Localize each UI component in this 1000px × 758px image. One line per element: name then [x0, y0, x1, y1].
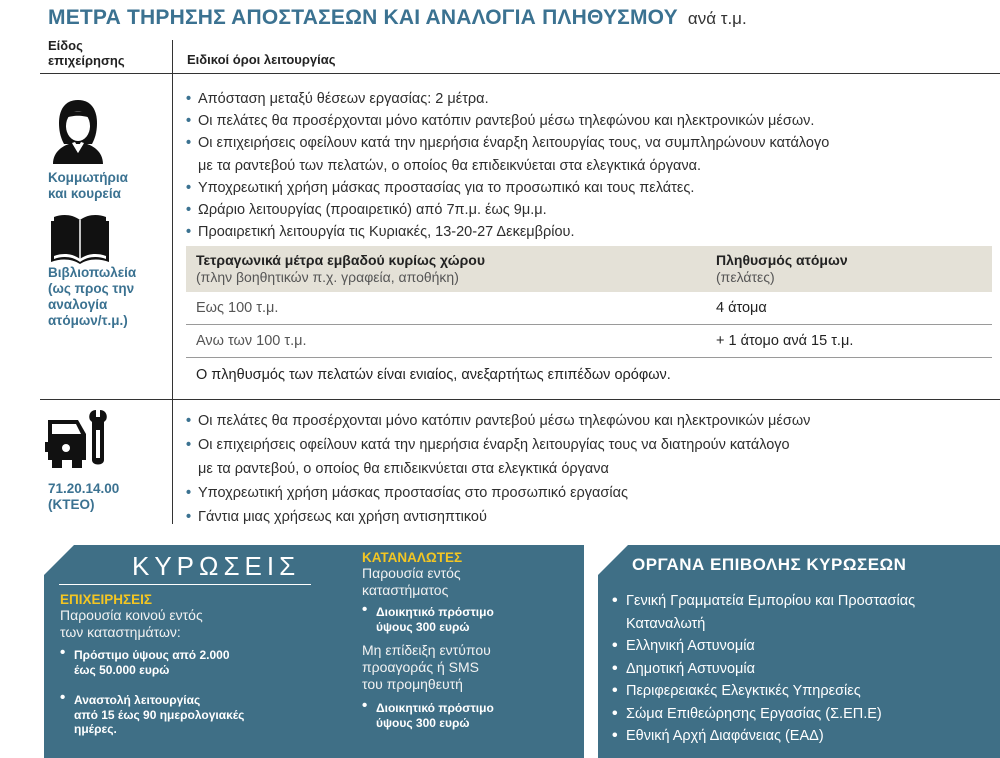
business-suspension [60, 693, 320, 737]
list-item: • Προαιρετική λειτουργία τις Κυριακές, 13-20-27 Δεκεμβρίου. [186, 221, 829, 243]
consumer-text-1-line2: καταστήματος [362, 582, 449, 598]
authorities-title: ΟΡΓΑΝΑ ΕΠΙΒΟΛΗΣ ΚΥΡΩΣΕΩΝ [632, 555, 907, 574]
consumer-text-2-line3: του προμηθευτή [362, 676, 463, 692]
page-title [48, 6, 747, 30]
table-cell-area: Ανω των 100 τ.μ. [196, 333, 307, 349]
title-suffix: ανά τ.μ. [687, 9, 747, 28]
category-bookstores-line1: Βιβλιοπωλεία [48, 265, 137, 280]
column-divider [172, 40, 173, 524]
consumer-fine-1-line2: ύψους 300 ευρώ [376, 619, 470, 634]
category-bookstores [48, 265, 136, 329]
business-suspension-line1: • Αναστολή λειτουργίας [74, 693, 201, 707]
table-note-text: Ο πληθυσμός των πελατών είναι ενιαίος, ανεξαρτήτως επιπέδων ορόφων. [196, 367, 671, 383]
business-fine-line1: • Πρόστιμο ύψους από 2.000 [74, 648, 230, 662]
list-item: • Σώμα Επιθεώρησης Εργασίας (Σ.ΕΠ.Ε) [612, 703, 915, 726]
authorities-list [612, 590, 915, 748]
authorities-panel [598, 545, 1000, 758]
category-bookstores-line2: (ως προς την [48, 281, 135, 296]
consumer-penalties [362, 550, 572, 730]
list-item-continuation: Καταναλωτή [626, 615, 706, 632]
consumer-heading: ΚΑΤΑΝΑΛΩΤΕΣ [362, 550, 463, 565]
table-row [186, 292, 992, 325]
consumer-text-2-line2: προαγοράς ή SMS [362, 659, 479, 675]
list-item: • Οι πελάτες θα προσέρχονται μόνο κατόπιν ραντεβού μέσω τηλεφώνου και ηλεκτρονικών μέσων. [186, 110, 829, 132]
section2-terms [186, 409, 810, 529]
consumer-text-1 [362, 565, 572, 599]
list-item: • Οι επιχειρήσεις οφείλουν κατά την ημερήσια έναρξη λειτουργίας τους, να συμπληρώνουν κατάλογο [186, 132, 829, 154]
table-note [186, 358, 992, 392]
consumer-text-2 [362, 642, 572, 693]
book-icon [50, 212, 110, 264]
category-hairdressers [48, 170, 128, 202]
category-bookstores-line3: αναλογία [48, 297, 108, 312]
penalties-title-rule [59, 584, 311, 585]
column-header-terms: Ειδικοί όροι λειτουργίας [187, 52, 336, 67]
business-fine-line2: έως 50.000 ευρώ [74, 662, 170, 677]
list-item: • Απόσταση μεταξύ θέσεων εργασίας: 2 μέτρα. [186, 88, 829, 110]
population-table [186, 246, 992, 392]
list-item: • Ωράριο λειτουργίας (προαιρετικό) από 7π.μ. έως 9μ.μ. [186, 199, 829, 221]
list-item-continuation: με τα ραντεβού των πελατών, ο οποίος θα επιδεικνύεται στα ελεγκτικά όργανα. [198, 157, 702, 174]
section1-terms [186, 88, 829, 243]
car-service-icon [44, 408, 112, 474]
table-row [186, 325, 992, 358]
category-bookstores-line4: ατόμων/τ.μ.) [48, 313, 128, 328]
category-kteo-name: (ΚΤΕΟ) [48, 497, 95, 512]
business-suspension-line3: ημέρες. [74, 722, 117, 736]
category-hairdressers-line1: Κομμωτήρια [48, 170, 128, 185]
header-rule [40, 73, 1000, 74]
list-item-continuation: με τα ραντεβού, ο οποίος θα επιδεικνύεται στα ελεγκτικά όργανα [198, 461, 609, 477]
table-header-area-subtitle: (πλην βοηθητικών π.χ. γραφεία, αποθήκη) [196, 269, 459, 285]
title-main: ΜΕΤΡΑ ΤΗΡΗΣΗΣ ΑΠΟΣΤΑΣΕΩΝ ΚΑΙ ΑΝΑΛΟΓΙΑ ΠΛΗΘΥΣΜΟΥ [48, 6, 678, 29]
list-item: • Γάντια μιας χρήσεως και χρήση αντισηπτικού [186, 505, 810, 529]
list-item: • Οι επιχειρήσεις οφείλουν κατά την ημερήσια έναρξη λειτουργίας τους να διατηρούν κατάλογο [186, 433, 810, 457]
list-item: • Εθνική Αρχή Διαφάνειας (ΕΑΔ) [612, 725, 915, 748]
consumer-fine-2-line2: ύψους 300 ευρώ [376, 715, 470, 730]
consumer-fine-1-line1: • Διοικητικό πρόστιμο [376, 605, 494, 619]
business-text-line1: Παρουσία κοινού εντός [60, 607, 203, 623]
list-item: • Ελληνική Αστυνομία [612, 635, 915, 658]
consumer-fine-2-line1: • Διοικητικό πρόστιμο [376, 701, 494, 715]
list-item: • Υποχρεωτική χρήση μάσκας προστασίας για το προσωπικό και τους πελάτες. [186, 177, 829, 199]
business-suspension-line2: από 15 έως 90 ημερολογιακές [74, 707, 245, 722]
business-heading: ΕΠΙΧΕΙΡΗΣΕΙΣ [60, 592, 152, 607]
business-fine [60, 648, 320, 677]
panel-corner [44, 545, 74, 575]
list-item: • Περιφερειακές Ελεγκτικές Υπηρεσίες [612, 680, 915, 703]
list-item: • Υποχρεωτική χρήση μάσκας προστασίας στο προσωπικό εργασίας [186, 481, 810, 505]
table-header-population [716, 252, 848, 286]
penalties-title: ΚΥΡΩΣΕΙΣ [132, 551, 301, 581]
business-text [60, 607, 320, 641]
business-text-line2: των καταστημάτων: [60, 624, 181, 640]
consumer-text-2-line1: Μη επίδειξη εντύπου [362, 642, 491, 658]
category-kteo [48, 481, 119, 513]
list-item: • Γενική Γραμματεία Εμπορίου και Προστασίας [612, 590, 915, 613]
table-cell-people: 4 άτομα [716, 300, 767, 316]
list-item: • Δημοτική Αστυνομία [612, 658, 915, 681]
table-cell-area: Εως 100 τ.μ. [196, 300, 279, 316]
section-rule [40, 399, 1000, 400]
table-header-population-title: Πληθυσμός ατόμων [716, 252, 848, 268]
table-header [186, 246, 992, 292]
table-header-area [196, 252, 485, 286]
category-hairdressers-line2: και κουρεία [48, 186, 121, 201]
table-header-area-title: Τετραγωνικά μέτρα εμβαδού κυρίως χώρου [196, 252, 485, 268]
panel-corner [598, 545, 628, 575]
hairdresser-icon [50, 96, 106, 164]
list-item: • Οι πελάτες θα προσέρχονται μόνο κατόπιν ραντεβού μέσω τηλεφώνου και ηλεκτρονικών μέσων [186, 409, 810, 433]
column-header-business-type [48, 38, 125, 68]
consumer-text-1-line1: Παρουσία εντός [362, 565, 461, 581]
consumer-fine-2 [362, 701, 572, 730]
penalties-panel [44, 545, 584, 758]
consumer-fine-1 [362, 605, 572, 634]
table-header-population-subtitle: (πελάτες) [716, 269, 775, 285]
table-cell-people: + 1 άτομο ανά 15 τ.μ. [716, 333, 854, 349]
category-kteo-code: 71.20.14.00 [48, 481, 120, 496]
column-header-business-type-line2: επιχείρησης [48, 53, 125, 68]
business-penalties [60, 592, 320, 737]
column-header-business-type-line1: Είδος [48, 38, 83, 53]
